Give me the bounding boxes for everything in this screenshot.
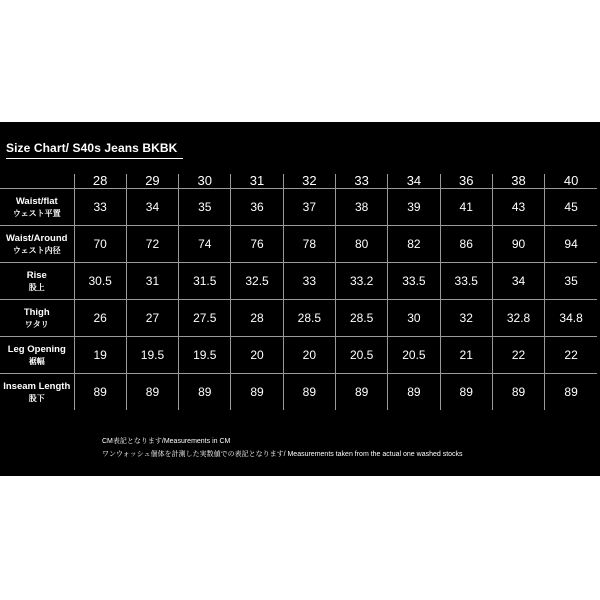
size-header: 29	[126, 174, 178, 188]
table-cell: 90	[492, 225, 544, 262]
table-cell: 89	[335, 373, 387, 410]
table-cell: 89	[388, 373, 440, 410]
row-label-en: Leg Opening	[7, 343, 66, 355]
chart-title: Size Chart/ S40s Jeans BKBK	[6, 141, 178, 155]
table-cell: 20.5	[335, 336, 387, 373]
table-cell: 34	[126, 188, 178, 225]
row-label-jp: 股上	[28, 282, 45, 292]
table-row	[0, 225, 597, 262]
size-header-row	[0, 174, 597, 188]
table-cell: 89	[179, 373, 231, 410]
measurement-notes	[102, 435, 463, 461]
row-label	[0, 188, 74, 225]
table-row	[0, 262, 597, 299]
table-cell: 19.5	[126, 336, 178, 373]
table-cell: 19	[74, 336, 126, 373]
table-cell: 28	[231, 299, 283, 336]
table-cell: 22	[492, 336, 544, 373]
row-label-jp: 裾幅	[28, 356, 45, 366]
table-row	[0, 373, 597, 410]
table-cell: 35	[179, 188, 231, 225]
table-cell: 89	[126, 373, 178, 410]
row-label-en: Rise	[26, 269, 47, 281]
row-label	[0, 262, 74, 299]
size-table	[0, 174, 597, 410]
row-label-en: Thigh	[23, 306, 50, 318]
row-label-en: Inseam Length	[3, 380, 71, 392]
row-label	[0, 299, 74, 336]
table-cell: 28.5	[335, 299, 387, 336]
size-header: 30	[179, 174, 231, 188]
table-cell: 19.5	[179, 336, 231, 373]
size-chart-panel	[0, 122, 600, 476]
table-cell: 41	[440, 188, 492, 225]
table-cell: 33.5	[440, 262, 492, 299]
table-cell: 33.2	[335, 262, 387, 299]
table-cell: 34	[492, 262, 544, 299]
table-cell: 80	[335, 225, 387, 262]
header-corner	[0, 174, 74, 188]
table-cell: 37	[283, 188, 335, 225]
title-underline	[6, 158, 183, 159]
table-cell: 32.8	[492, 299, 544, 336]
table-cell: 70	[74, 225, 126, 262]
table-cell: 32.5	[231, 262, 283, 299]
row-label-jp: 股下	[28, 393, 45, 403]
row-label-en: Waist/flat	[15, 195, 58, 207]
size-header: 36	[440, 174, 492, 188]
table-cell: 38	[335, 188, 387, 225]
table-cell: 33	[283, 262, 335, 299]
table-cell: 20.5	[388, 336, 440, 373]
table-row	[0, 188, 597, 225]
table-cell: 39	[388, 188, 440, 225]
row-label	[0, 336, 74, 373]
table-cell: 26	[74, 299, 126, 336]
table-cell: 32	[440, 299, 492, 336]
table-cell: 31	[126, 262, 178, 299]
table-cell: 76	[231, 225, 283, 262]
row-label-jp: ウェスト内径	[12, 245, 61, 255]
size-header: 32	[283, 174, 335, 188]
note-method: ワンウォッシュ個体を計測した実数値での表記となります/ Measurements taken from the actual one washed stocks	[102, 451, 463, 458]
table-cell: 36	[231, 188, 283, 225]
table-row	[0, 336, 597, 373]
table-cell: 33	[74, 188, 126, 225]
table-cell: 20	[231, 336, 283, 373]
table-cell: 43	[492, 188, 544, 225]
size-header: 40	[545, 174, 597, 188]
row-label-jp: ウェスト平置	[12, 208, 61, 218]
table-cell: 27.5	[179, 299, 231, 336]
table-cell: 89	[492, 373, 544, 410]
row-label-en: Waist/Around	[6, 232, 68, 244]
table-cell: 45	[545, 188, 597, 225]
table-cell: 34.8	[545, 299, 597, 336]
table-cell: 94	[545, 225, 597, 262]
table-cell: 82	[388, 225, 440, 262]
table-cell: 72	[126, 225, 178, 262]
table-cell: 30.5	[74, 262, 126, 299]
table-cell: 30	[388, 299, 440, 336]
size-header: 38	[492, 174, 544, 188]
table-cell: 28.5	[283, 299, 335, 336]
table-cell: 89	[545, 373, 597, 410]
table-cell: 21	[440, 336, 492, 373]
table-cell: 86	[440, 225, 492, 262]
table-cell: 74	[179, 225, 231, 262]
table-cell: 89	[74, 373, 126, 410]
size-header: 34	[388, 174, 440, 188]
table-row	[0, 299, 597, 336]
row-label-jp: ワタリ	[24, 319, 49, 329]
row-label	[0, 373, 74, 410]
table-cell: 31.5	[179, 262, 231, 299]
size-header: 28	[74, 174, 126, 188]
table-cell: 33.5	[388, 262, 440, 299]
table-cell: 27	[126, 299, 178, 336]
table-cell: 22	[545, 336, 597, 373]
table-cell: 89	[283, 373, 335, 410]
size-header: 31	[231, 174, 283, 188]
row-label	[0, 225, 74, 262]
note-units: CM表記となります/Measurements in CM	[102, 438, 231, 445]
size-header: 33	[335, 174, 387, 188]
table-cell: 89	[231, 373, 283, 410]
table-cell: 89	[440, 373, 492, 410]
table-cell: 20	[283, 336, 335, 373]
table-cell: 78	[283, 225, 335, 262]
table-cell: 35	[545, 262, 597, 299]
